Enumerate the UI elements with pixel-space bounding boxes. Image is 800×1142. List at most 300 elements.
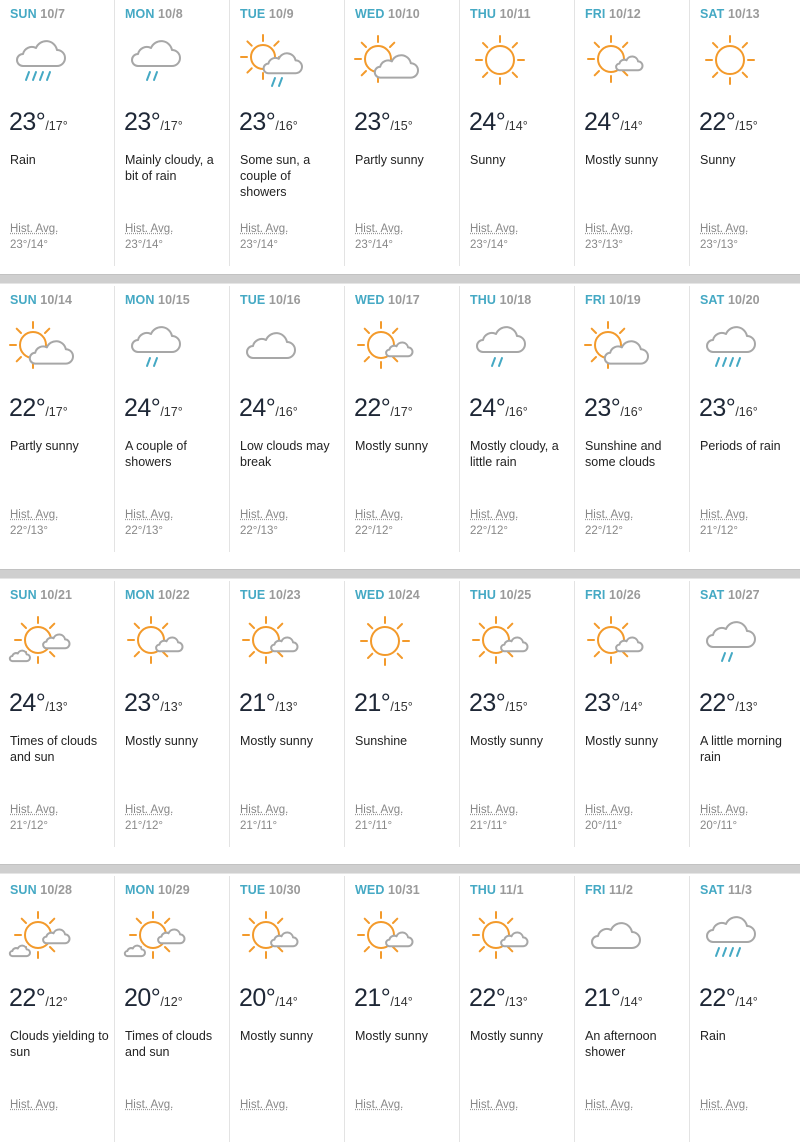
historical-average: [240, 507, 288, 539]
day-of-week: MON: [125, 883, 155, 897]
day-date: 11/2: [609, 883, 634, 897]
historical-average: [125, 507, 173, 539]
historical-average: [10, 221, 58, 253]
day-date: 10/18: [499, 293, 532, 307]
day-header: [125, 7, 183, 21]
hist-avg-value: 23°/13°: [585, 239, 623, 251]
temperature: [584, 689, 643, 718]
temperature: [9, 689, 68, 718]
hist-avg-value: 23°/14°: [240, 239, 278, 251]
weather-phrase: Mostly sunny: [355, 439, 428, 453]
day-header: [355, 293, 420, 307]
hist-avg-label[interactable]: Hist. Avg.: [585, 804, 634, 816]
hist-avg-label[interactable]: Hist. Avg.: [700, 804, 749, 816]
temperature: [9, 108, 68, 137]
low-temp: /14°: [620, 995, 643, 1009]
weather-phrase: Sunny: [700, 153, 736, 167]
forecast-week-row: [0, 0, 800, 266]
historical-average: [10, 507, 58, 539]
historical-average: [125, 221, 173, 253]
low-temp: /16°: [620, 405, 643, 419]
temperature: [469, 108, 528, 137]
low-temp: /15°: [390, 119, 413, 133]
mostly-sunny-icon: [236, 908, 304, 964]
high-temp: 23°: [584, 689, 621, 717]
weather-phrase: Sunny: [470, 153, 506, 167]
temperature: [354, 108, 413, 137]
day-forecast-card[interactable]: [345, 581, 460, 847]
day-of-week: FRI: [585, 588, 606, 602]
day-header: [125, 883, 190, 897]
hist-avg-label[interactable]: Hist. Avg.: [240, 804, 289, 816]
hist-avg-label[interactable]: Hist. Avg.: [470, 1099, 519, 1111]
week-separator: [0, 864, 800, 874]
day-forecast-card[interactable]: [460, 0, 575, 266]
weather-phrase: Sunshine and some clouds: [585, 439, 662, 469]
historical-average: [355, 221, 403, 253]
low-temp: /16°: [735, 405, 758, 419]
high-temp: 22°: [354, 394, 391, 422]
day-forecast-card[interactable]: [575, 0, 690, 266]
temperature: [584, 984, 643, 1013]
temperature: [699, 689, 758, 718]
day-forecast-card[interactable]: [0, 286, 115, 552]
low-temp: /16°: [505, 405, 528, 419]
mostly-sunny-icon: [581, 32, 649, 88]
day-header: [700, 883, 752, 897]
historical-average: [355, 507, 403, 539]
historical-average: [700, 221, 748, 253]
high-temp: 23°: [584, 394, 621, 422]
day-forecast-card[interactable]: [345, 286, 460, 552]
day-date: 10/28: [40, 883, 73, 897]
weather-phrase: Mostly sunny: [470, 1029, 543, 1043]
low-temp: /13°: [275, 700, 298, 714]
low-temp: /14°: [275, 995, 298, 1009]
sun-clouds-icon: [6, 908, 74, 964]
day-date: 10/12: [609, 7, 641, 21]
day-of-week: WED: [355, 588, 385, 602]
hist-avg-value: 23°/13°: [700, 239, 738, 251]
day-date: 10/20: [727, 293, 760, 307]
hist-avg-value: 21°/11°: [355, 820, 393, 832]
week-separator: [0, 274, 800, 284]
high-temp: 22°: [9, 394, 46, 422]
day-forecast-card[interactable]: [690, 286, 800, 552]
hist-avg-value: 21°/11°: [240, 820, 278, 832]
day-date: 10/14: [40, 293, 73, 307]
day-header: [10, 7, 65, 21]
day-forecast-card[interactable]: [0, 0, 115, 266]
low-temp: /15°: [390, 700, 413, 714]
hist-avg-label[interactable]: Hist. Avg.: [240, 509, 289, 521]
sun-icon: [466, 32, 534, 88]
day-header: [470, 7, 531, 21]
hist-avg-value: 22°/13°: [10, 525, 48, 537]
hist-avg-value: 22°/12°: [355, 525, 393, 537]
day-date: 10/19: [609, 293, 641, 307]
hist-avg-label[interactable]: Hist. Avg.: [470, 223, 519, 235]
mostly-sunny-icon: [351, 318, 419, 374]
high-temp: 22°: [699, 984, 736, 1012]
weather-phrase: Clouds yielding to sun: [10, 1029, 109, 1059]
hist-avg-value: 21°/11°: [470, 820, 508, 832]
day-date: 10/26: [609, 588, 641, 602]
temperature: [239, 689, 298, 718]
low-temp: /12°: [45, 995, 68, 1009]
hist-avg-label[interactable]: Hist. Avg.: [700, 1099, 749, 1111]
low-temp: /16°: [275, 405, 298, 419]
historical-average: [355, 802, 403, 834]
temperature: [124, 984, 183, 1013]
high-temp: 24°: [9, 689, 46, 717]
historical-average: [470, 1097, 518, 1113]
day-of-week: TUE: [240, 7, 266, 21]
high-temp: 22°: [699, 108, 736, 136]
day-of-week: SAT: [700, 588, 725, 602]
hist-avg-label[interactable]: Hist. Avg.: [585, 509, 634, 521]
cloud-light-rain-icon: [121, 318, 189, 374]
day-of-week: SAT: [700, 883, 725, 897]
partly-sunny-icon: [581, 318, 649, 374]
day-header: [240, 883, 301, 897]
temperature: [9, 984, 68, 1013]
weather-phrase: Partly sunny: [355, 153, 424, 167]
low-temp: /17°: [45, 405, 68, 419]
historical-average: [10, 802, 58, 834]
day-date: 10/30: [268, 883, 301, 897]
day-date: 10/13: [727, 7, 760, 21]
high-temp: 24°: [469, 394, 506, 422]
hist-avg-label[interactable]: Hist. Avg.: [10, 223, 59, 235]
weather-phrase: Mostly sunny: [355, 1029, 428, 1043]
day-forecast-card[interactable]: [115, 876, 230, 1142]
day-of-week: SUN: [10, 7, 37, 21]
hist-avg-value: 22°/12°: [470, 525, 508, 537]
day-of-week: MON: [125, 7, 155, 21]
day-forecast-card[interactable]: [115, 0, 230, 266]
low-temp: /14°: [620, 119, 643, 133]
hist-avg-label[interactable]: Hist. Avg.: [700, 223, 749, 235]
historical-average: [10, 1097, 58, 1113]
day-date: 10/17: [388, 293, 420, 307]
weather-phrase: Some sun, a couple of showers: [240, 153, 311, 199]
low-temp: /13°: [160, 700, 183, 714]
day-header: [10, 883, 72, 897]
day-date: 10/7: [40, 7, 66, 21]
hist-avg-label[interactable]: Hist. Avg.: [240, 1099, 289, 1111]
high-temp: 21°: [354, 689, 391, 717]
high-temp: 23°: [354, 108, 391, 136]
high-temp: 22°: [9, 984, 46, 1012]
hist-avg-label[interactable]: Hist. Avg.: [355, 1099, 404, 1111]
day-header: [700, 7, 760, 21]
hist-avg-label[interactable]: Hist. Avg.: [470, 804, 519, 816]
partly-sunny-icon: [351, 32, 419, 88]
day-date: 10/16: [268, 293, 301, 307]
day-header: [470, 588, 531, 602]
day-forecast-card[interactable]: [345, 876, 460, 1142]
day-forecast-card[interactable]: [460, 286, 575, 552]
rain-icon: [696, 908, 764, 964]
historical-average: [585, 1097, 633, 1113]
day-forecast-card[interactable]: [230, 0, 345, 266]
day-header: [125, 588, 190, 602]
hist-avg-label[interactable]: Hist. Avg.: [470, 509, 519, 521]
day-date: 10/29: [158, 883, 190, 897]
day-date: 10/8: [158, 7, 183, 21]
day-date: 10/11: [499, 7, 531, 21]
temperature: [699, 108, 758, 137]
temperature: [699, 394, 758, 423]
weather-phrase: A little morning rain: [700, 734, 782, 764]
hist-avg-value: 22°/13°: [240, 525, 278, 537]
day-of-week: THU: [470, 7, 496, 21]
day-forecast-card[interactable]: [345, 0, 460, 266]
day-forecast-card[interactable]: [460, 876, 575, 1142]
high-temp: 22°: [469, 984, 506, 1012]
hist-avg-value: 23°/14°: [470, 239, 508, 251]
day-forecast-card[interactable]: [690, 876, 800, 1142]
high-temp: 23°: [9, 108, 46, 136]
hist-avg-value: 21°/12°: [700, 525, 738, 537]
hist-avg-label[interactable]: Hist. Avg.: [125, 509, 174, 521]
high-temp: 24°: [239, 394, 276, 422]
hist-avg-label[interactable]: Hist. Avg.: [10, 804, 59, 816]
day-header: [10, 588, 72, 602]
day-of-week: THU: [470, 588, 496, 602]
weather-phrase: Mostly sunny: [470, 734, 543, 748]
day-header: [585, 588, 641, 602]
day-forecast-card[interactable]: [230, 581, 345, 847]
temperature: [124, 394, 183, 423]
historical-average: [585, 221, 633, 253]
partly-sunny-icon: [6, 318, 74, 374]
temperature: [239, 394, 298, 423]
high-temp: 21°: [354, 984, 391, 1012]
low-temp: /14°: [390, 995, 413, 1009]
day-date: 11/1: [499, 883, 524, 897]
day-header: [240, 293, 301, 307]
day-date: 11/3: [727, 883, 752, 897]
weather-phrase: Mostly sunny: [125, 734, 198, 748]
low-temp: /13°: [735, 700, 758, 714]
day-header: [240, 588, 301, 602]
hist-avg-label[interactable]: Hist. Avg.: [700, 509, 749, 521]
day-of-week: SUN: [10, 883, 37, 897]
high-temp: 23°: [124, 108, 161, 136]
weather-phrase: Periods of rain: [700, 439, 781, 453]
hist-avg-label[interactable]: Hist. Avg.: [240, 223, 289, 235]
temperature: [699, 984, 758, 1013]
low-temp: /15°: [735, 119, 758, 133]
day-header: [585, 883, 633, 897]
hist-avg-value: 22°/12°: [585, 525, 623, 537]
hist-avg-label[interactable]: Hist. Avg.: [585, 223, 634, 235]
historical-average: [125, 802, 173, 834]
day-forecast-card[interactable]: [575, 581, 690, 847]
temperature: [124, 108, 183, 137]
weather-phrase: Mainly cloudy, a bit of rain: [125, 153, 214, 183]
hist-avg-value: 23°/14°: [355, 239, 393, 251]
low-temp: /14°: [620, 700, 643, 714]
weather-phrase: A couple of showers: [125, 439, 187, 469]
day-date: 10/22: [158, 588, 190, 602]
mostly-sunny-icon: [581, 613, 649, 669]
hist-avg-label[interactable]: Hist. Avg.: [355, 223, 404, 235]
day-header: [355, 7, 420, 21]
day-of-week: SAT: [700, 7, 725, 21]
temperature: [469, 689, 528, 718]
rain-icon: [696, 318, 764, 374]
day-forecast-card[interactable]: [115, 581, 230, 847]
hist-avg-value: 23°/14°: [125, 239, 163, 251]
day-of-week: MON: [125, 588, 155, 602]
day-date: 10/9: [268, 7, 294, 21]
forecast-week-row: [0, 876, 800, 1142]
high-temp: 21°: [239, 689, 276, 717]
high-temp: 20°: [124, 984, 161, 1012]
low-temp: /13°: [45, 700, 68, 714]
historical-average: [470, 221, 518, 253]
weather-phrase: Times of clouds and sun: [10, 734, 98, 764]
day-date: 10/21: [40, 588, 73, 602]
high-temp: 21°: [584, 984, 621, 1012]
low-temp: /17°: [45, 119, 68, 133]
low-temp: /14°: [505, 119, 528, 133]
temperature: [239, 108, 298, 137]
temperature: [124, 689, 183, 718]
low-temp: /12°: [160, 995, 183, 1009]
historical-average: [355, 1097, 403, 1113]
sun-icon: [696, 32, 764, 88]
forecast-week-row: [0, 286, 800, 552]
day-forecast-card[interactable]: [230, 876, 345, 1142]
high-temp: 24°: [584, 108, 621, 136]
high-temp: 23°: [699, 394, 736, 422]
day-date: 10/31: [388, 883, 420, 897]
weather-phrase: Mostly sunny: [240, 734, 313, 748]
day-header: [700, 588, 760, 602]
day-of-week: TUE: [240, 588, 266, 602]
historical-average: [240, 221, 288, 253]
weather-phrase: Sunshine: [355, 734, 408, 748]
historical-average: [585, 802, 633, 834]
hist-avg-label[interactable]: Hist. Avg.: [125, 223, 174, 235]
weather-phrase: Mostly sunny: [240, 1029, 313, 1043]
weather-phrase: Times of clouds and sun: [125, 1029, 213, 1059]
day-date: 10/10: [388, 7, 420, 21]
day-forecast-card[interactable]: [690, 581, 800, 847]
historical-average: [125, 1097, 173, 1113]
hist-avg-label[interactable]: Hist. Avg.: [585, 1099, 634, 1111]
day-date: 10/23: [268, 588, 301, 602]
day-date: 10/15: [158, 293, 190, 307]
mostly-sunny-icon: [121, 613, 189, 669]
low-temp: /15°: [505, 700, 528, 714]
hist-avg-label[interactable]: Hist. Avg.: [10, 509, 59, 521]
weather-phrase: Mostly sunny: [585, 153, 658, 167]
hist-avg-label[interactable]: Hist. Avg.: [10, 1099, 59, 1111]
temperature: [584, 394, 643, 423]
historical-average: [470, 507, 518, 539]
day-header: [700, 293, 760, 307]
cloud-light-rain-icon: [121, 32, 189, 88]
day-of-week: FRI: [585, 293, 606, 307]
day-forecast-card[interactable]: [690, 0, 800, 266]
cloud-icon: [581, 908, 649, 964]
cloud-light-rain-icon: [696, 613, 764, 669]
day-of-week: TUE: [240, 883, 266, 897]
forecast-week-row: [0, 581, 800, 847]
cloud-icon: [236, 318, 304, 374]
sun-icon: [351, 613, 419, 669]
day-forecast-card[interactable]: [115, 286, 230, 552]
hist-avg-value: 21°/12°: [125, 820, 163, 832]
day-header: [470, 293, 531, 307]
weather-phrase: Partly sunny: [10, 439, 79, 453]
historical-average: [700, 507, 748, 539]
high-temp: 24°: [124, 394, 161, 422]
high-temp: 24°: [469, 108, 506, 136]
day-of-week: SAT: [700, 293, 725, 307]
day-forecast-card[interactable]: [0, 876, 115, 1142]
day-date: 10/25: [499, 588, 532, 602]
day-of-week: TUE: [240, 293, 266, 307]
day-of-week: MON: [125, 293, 155, 307]
day-header: [10, 293, 72, 307]
temperature: [469, 984, 528, 1013]
historical-average: [700, 802, 748, 834]
day-header: [355, 588, 420, 602]
hist-avg-label[interactable]: Hist. Avg.: [125, 804, 174, 816]
temperature: [239, 984, 298, 1013]
historical-average: [470, 802, 518, 834]
weather-phrase: Mostly sunny: [585, 734, 658, 748]
hist-avg-value: 20°/11°: [585, 820, 623, 832]
day-forecast-card[interactable]: [575, 876, 690, 1142]
day-of-week: WED: [355, 293, 385, 307]
day-forecast-card[interactable]: [230, 286, 345, 552]
low-temp: /16°: [275, 119, 298, 133]
weather-phrase: Rain: [700, 1029, 726, 1043]
hist-avg-label[interactable]: Hist. Avg.: [125, 1099, 174, 1111]
day-header: [470, 883, 524, 897]
day-of-week: SUN: [10, 293, 37, 307]
hist-avg-label[interactable]: Hist. Avg.: [355, 804, 404, 816]
high-temp: 23°: [124, 689, 161, 717]
day-date: 10/27: [727, 588, 760, 602]
high-temp: 23°: [469, 689, 506, 717]
high-temp: 22°: [699, 689, 736, 717]
hist-avg-value: 21°/12°: [10, 820, 48, 832]
day-of-week: FRI: [585, 7, 606, 21]
temperature: [354, 689, 413, 718]
day-header: [585, 7, 641, 21]
sun-cloud-showers-icon: [236, 32, 304, 88]
low-temp: /17°: [160, 119, 183, 133]
hist-avg-label[interactable]: Hist. Avg.: [355, 509, 404, 521]
temperature: [354, 984, 413, 1013]
day-forecast-card[interactable]: [0, 581, 115, 847]
hist-avg-value: 23°/14°: [10, 239, 48, 251]
day-forecast-card[interactable]: [460, 581, 575, 847]
day-forecast-card[interactable]: [575, 286, 690, 552]
temperature: [354, 394, 413, 423]
temperature: [584, 108, 643, 137]
historical-average: [585, 507, 633, 539]
day-date: 10/24: [388, 588, 420, 602]
